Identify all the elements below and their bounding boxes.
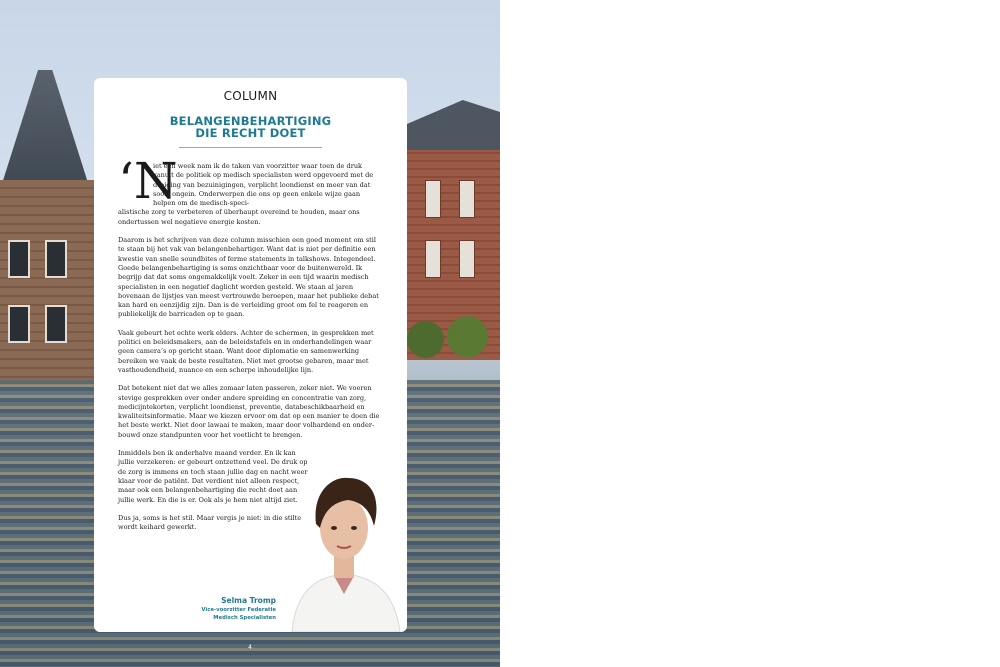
photo-tower: [0, 70, 95, 190]
author-role-line2: Medisch Specialisten: [213, 615, 276, 622]
section-label: COLUMN: [223, 89, 278, 103]
title-divider: [179, 147, 322, 148]
page-number: 4: [248, 644, 252, 651]
author-portrait: [282, 466, 407, 632]
paragraph: Vaak gebeurt het echte werk elders. Achter de schermen, in gesprekken met politici en beleidsmakers, aan de beleidstafels en in onderhandelingen waar geen camera’s op gericht staan. Want door diplomatie en samenwerking bereiken we vaak de beste resultaten. Niet met grootse gebaren, maar met vasthoudendheid, nuance en een scherpe inhoudelijke lijn.: [118, 328, 374, 374]
paragraph-intro: [118, 162, 384, 227]
paragraph: Daarom is het schrijven van deze column misschien een goed moment om stil te staan bij het vak van belangenbehartiger. Want dat is niet per definitie een kwestie van snelle soundbites of ferme statements in talkshows. Integendeel. Goede belangenbehartiging is soms onzichtbaar voor de buitenwereld. Ik begrijp dat dat soms ongemakkelijk voelt. Zeker in een tijd waarin medisch specialisten in een negatief daglicht worden gesteld. We staan al jaren bovenaan de lijstjes van meest vertrouwde beroepen, maar het publieke debat kan hard en eenzijdig zijn. Dan is de verleiding groot om fel te reageren en publiekelijk de barricaden op te gaan.: [118, 236, 379, 319]
paragraph: Dat betekent niet dat we alles zomaar laten passeren, zeker niet. We voeren stevige gesprekken over onder andere spreiding en concentratie van zorg, medicijntekorten, verplicht loondienst, preventie, databeschikbaarheid en kwaliteitsinformatie. Maar we kiezen ervoor om dat op een manier te doen die het beste werkt. Niet door lawaai te maken, maar door volhardend en onder-bouwd onze standpunten voor het voetlicht te brengen.: [118, 384, 380, 439]
paragraph-intro-rest: alistische zorg te verbeteren of überhaupt overeind te houden, maar ons ondertussen wel negatieve energie kosten.: [118, 208, 360, 226]
drop-cap: ‘N: [118, 152, 178, 210]
paragraph: Inmiddels ben ik anderhalve maand verder. En ik kan jullie verzekeren: er gebeurt ontzettend veel. De druk op de zorg is immens en toch staan jullie dag en nacht weer klaar voor de patiënt. Dat verdient niet alleen respect, maar ook een belangenbehartiging die recht doet aan jullie werk. En die is er. Ook als je hem niet altijd ziet.: [118, 449, 308, 504]
paragraph-intro-lead: iet een week nam ik de taken van voorzitter waar toen de druk vanuit de politiek op medisch specialisten werd opgevoerd met de dreiging van bezuinigingen, verplicht loondienst en meer van dat soort ongein. Onderwerpen die ons op geen enkele wijze gaan helpen om de medisch-speci-: [153, 162, 374, 208]
photo-trees: [407, 312, 500, 367]
paragraph: Dus ja, soms is het stil. Maar vergis je niet: in die stilte wordt keihard gewerkt.: [118, 513, 302, 532]
author-name: Selma Tromp: [221, 596, 276, 605]
column-title-line1: BELANGENBEHARTIGING: [169, 114, 332, 128]
author-role-line1: Vice-voorzitter Federatie: [201, 607, 276, 613]
column-title: [94, 115, 407, 139]
photo-building-left: [0, 180, 95, 385]
column-card: [94, 78, 407, 632]
column-title-line2: DIE RECHT DOET: [195, 126, 306, 140]
author-role: [154, 606, 276, 623]
